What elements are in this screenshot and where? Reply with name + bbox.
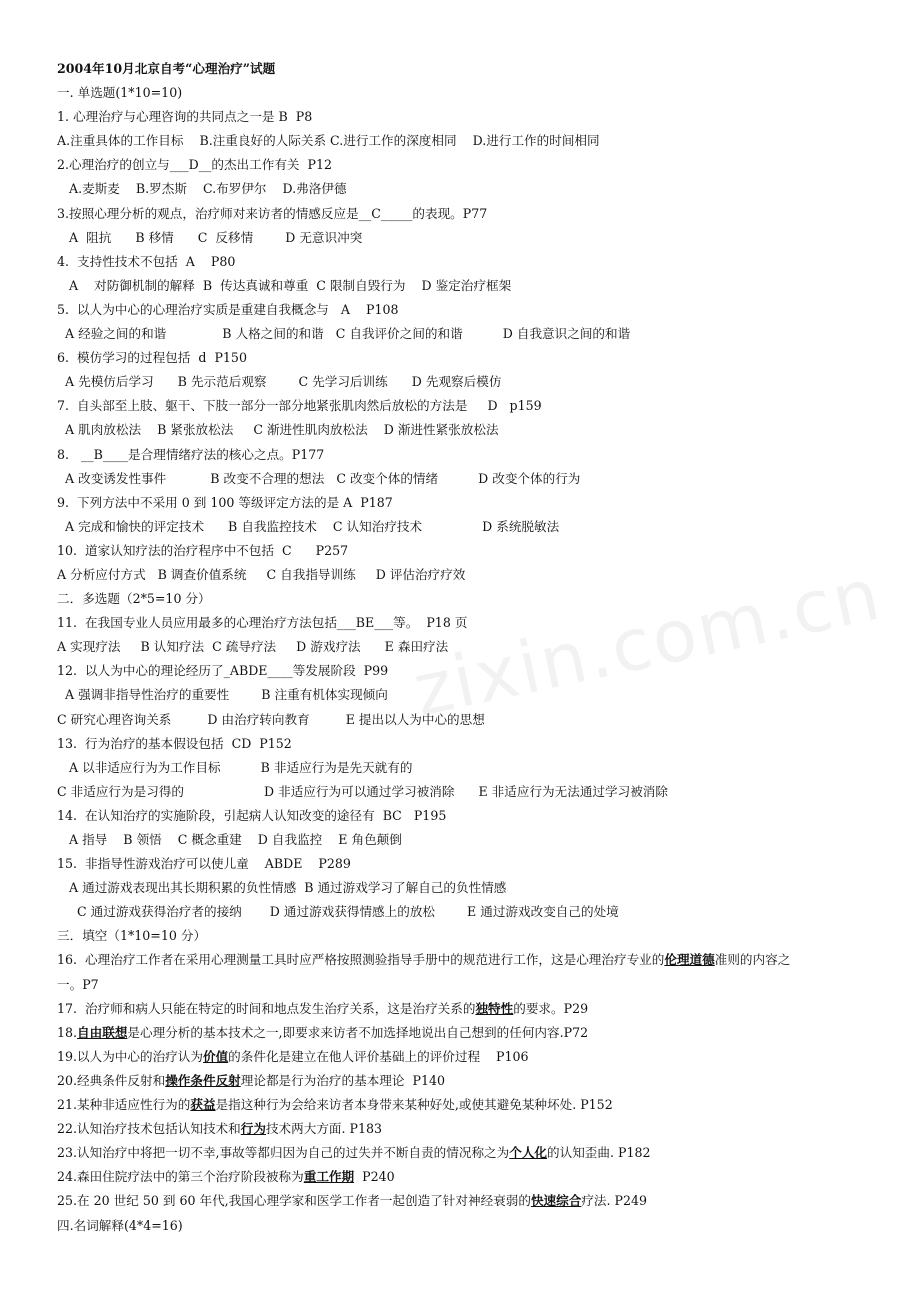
fill-in-answer: 价值 bbox=[202, 1048, 229, 1064]
text-line bbox=[57, 1021, 867, 1045]
line-text: 一. 单选题(1*10=10) bbox=[57, 85, 183, 101]
line-text: A 肌肉放松法 B 紧张放松法 C 渐进性肌肉放松法 D 渐进性紧张放松法 bbox=[57, 422, 499, 438]
line-text: 7. 自头部至上肢、躯干、下肢一部分一部分地紧张肌肉然后放松的方法是 D p159 bbox=[57, 398, 542, 414]
line-text: A 实现疗法 B 认知疗法 C 疏导疗法 D 游戏疗法 E 森田疗法 bbox=[57, 639, 449, 655]
line-text: 11. 在我国专业人员应用最多的心理治疗方法包括___BE___等。 P18 页 bbox=[57, 615, 468, 631]
fill-in-answer: 操作条件反射 bbox=[165, 1072, 241, 1088]
text-line bbox=[57, 539, 867, 563]
text-line bbox=[57, 780, 867, 804]
line-text: 8. __B____是合理情绪疗法的核心之点。P177 bbox=[57, 446, 325, 462]
line-text: A 对防御机制的解释 B 传达真诚和尊重 C 限制自毁行为 D 鉴定治疗框架 bbox=[57, 277, 512, 293]
fill-in-answer: 快速综合 bbox=[530, 1193, 582, 1209]
text-line bbox=[57, 1093, 867, 1117]
line-text: 16. 心理治疗工作者在采用心理测量工具时应严格按照测验指导手册中的规范进行工作，这是心理治疗专业的 bbox=[57, 952, 665, 968]
text-line bbox=[57, 491, 867, 515]
line-text: 的条件化是建立在他人评价基础上的评价过程 P106 bbox=[228, 1048, 529, 1064]
line-text: 4. 支持性技术不包括 A P80 bbox=[57, 253, 236, 269]
line-text: 9. 下列方法中不采用 0 到 100 等级评定方法的是 A P187 bbox=[57, 494, 393, 510]
fill-in-answer: 重工作期 bbox=[303, 1169, 355, 1185]
line-text: 23.认知治疗中将把一切不幸,事故等都归因为自己的过失并不断自责的情况称之为 bbox=[57, 1145, 510, 1161]
line-text: 10. 道家认知疗法的治疗程序中不包括 C P257 bbox=[57, 542, 349, 558]
text-line bbox=[57, 418, 867, 442]
line-text: 15. 非指导性游戏治疗可以使儿童 ABDE P289 bbox=[57, 856, 351, 872]
line-text: A 完成和愉快的评定技术 B 自我监控技术 C 认知治疗技术 D 系统脱敏法 bbox=[57, 518, 560, 534]
text-line bbox=[57, 659, 867, 683]
text-line bbox=[57, 635, 867, 659]
text-line bbox=[57, 105, 867, 129]
line-text: 的认知歪曲. P182 bbox=[547, 1145, 651, 1161]
text-line bbox=[57, 1214, 867, 1238]
line-text: 3.按照心理分析的观点，治疗师对来访者的情感反应是__C_____的表现。P77 bbox=[57, 205, 488, 221]
text-line bbox=[57, 997, 867, 1021]
text-line bbox=[57, 202, 867, 226]
text-line bbox=[57, 948, 867, 972]
line-text: 6. 模仿学习的过程包括 d P150 bbox=[57, 350, 247, 366]
text-line bbox=[57, 298, 867, 322]
text-line bbox=[57, 611, 867, 635]
fill-in-answer: 伦理道德 bbox=[664, 952, 715, 968]
exam-document bbox=[57, 57, 867, 1238]
line-text: A 分析应付方式 B 调查价值系统 C 自我指导训练 D 评估治疗疗效 bbox=[57, 566, 466, 582]
line-text: 1. 心理治疗与心理咨询的共同点之一是 B P8 bbox=[57, 109, 313, 125]
line-text: 疗法. P249 bbox=[581, 1193, 648, 1209]
text-line bbox=[57, 683, 867, 707]
line-text: 一。P7 bbox=[57, 976, 99, 992]
line-text: 20.经典条件反射和 bbox=[57, 1072, 166, 1088]
text-line bbox=[57, 250, 867, 274]
text-line bbox=[57, 1189, 867, 1213]
line-text: A 改变诱发性事件 B 改变不合理的想法 C 改变个体的情绪 D 改变个体的行为 bbox=[57, 470, 581, 486]
text-line bbox=[57, 1069, 867, 1093]
line-text: 理论都是行为治疗的基本理论 P140 bbox=[240, 1072, 445, 1088]
line-text: 是指这种行为会给来访者本身带来某种好处,或使其避免某种坏处. P152 bbox=[215, 1097, 613, 1113]
text-line bbox=[57, 924, 867, 948]
text-line bbox=[57, 515, 867, 539]
line-text: 5. 以人为中心的心理治疗实质是重建自我概念与 A P108 bbox=[57, 301, 399, 317]
watermark: zixin.com.cn bbox=[406, 551, 889, 733]
text-line bbox=[57, 274, 867, 298]
line-text: 技术两大方面. P183 bbox=[265, 1121, 383, 1137]
text-line bbox=[57, 587, 867, 611]
text-line bbox=[57, 804, 867, 828]
text-line bbox=[57, 852, 867, 876]
line-text: 2.心理治疗的创立与___D__的杰出工作有关 P12 bbox=[57, 157, 333, 173]
line-text: A 强调非指导性治疗的重要性 B 注重有机体实现倾向 bbox=[57, 687, 388, 703]
line-text: 25.在 20 世纪 50 到 60 年代,我国心理学家和医学工作者一起创造了针对神经衰弱的 bbox=[57, 1193, 531, 1209]
line-text: 准则的内容之 bbox=[714, 952, 791, 968]
text-line bbox=[57, 226, 867, 250]
text-line bbox=[57, 346, 867, 370]
fill-in-answer: 行为 bbox=[240, 1121, 266, 1137]
fill-in-answer: 独特性 bbox=[475, 1000, 514, 1016]
text-line bbox=[57, 828, 867, 852]
text-line bbox=[57, 322, 867, 346]
exam-body bbox=[57, 81, 867, 1238]
line-text: 24.森田住院疗法中的第三个治疗阶段被称为 bbox=[57, 1169, 304, 1185]
line-text: A 先模仿后学习 B 先示范后观察 C 先学习后训练 D 先观察后模仿 bbox=[57, 374, 502, 390]
text-line bbox=[57, 756, 867, 780]
line-text: A 指导 B 领悟 C 概念重建 D 自我监控 E 角色颠倒 bbox=[57, 832, 402, 847]
line-text: 17. 治疗师和病人只能在特定的时间和地点发生治疗关系，这是治疗关系的 bbox=[57, 1000, 476, 1016]
line-text: 21.某种非适应性行为的 bbox=[57, 1097, 191, 1113]
line-text: 二．多选题（2*5=10 分） bbox=[57, 591, 211, 607]
text-line bbox=[57, 1117, 867, 1141]
line-text: A.注重具体的工作目标 B.注重良好的人际关系 C.进行工作的深度相同 D.进行工作的时间相同 bbox=[57, 133, 600, 149]
text-line bbox=[57, 443, 867, 467]
text-line bbox=[57, 563, 867, 587]
line-text: C 研究心理咨询关系 D 由治疗转向教育 E 提出以人为中心的思想 bbox=[57, 711, 485, 727]
text-line bbox=[57, 1141, 867, 1165]
line-text: 14. 在认知治疗的实施阶段，引起病人认知改变的途径有 BC P195 bbox=[57, 807, 447, 823]
line-text: 18. bbox=[57, 1024, 78, 1040]
line-text: A 经验之间的和谐 B 人格之间的和谐 C 自我评价之间的和谐 D 自我意识之间的和谐 bbox=[57, 326, 631, 342]
line-text: C 通过游戏获得治疗者的接纳 D 通过游戏获得情感上的放松 E 通过游戏改变自己的处境 bbox=[57, 904, 619, 920]
fill-in-answer: 获益 bbox=[190, 1097, 216, 1113]
text-line bbox=[57, 1165, 867, 1189]
line-text: 的要求。P29 bbox=[513, 1000, 589, 1016]
line-text: 22.认知治疗技术包括认知技术和 bbox=[57, 1121, 241, 1137]
fill-in-answer: 个人化 bbox=[509, 1145, 548, 1161]
text-line bbox=[57, 177, 867, 201]
text-line bbox=[57, 129, 867, 153]
text-line bbox=[57, 467, 867, 491]
text-line bbox=[57, 1045, 867, 1069]
line-text: 12. 以人为中心的理论经历了_ABDE____等发展阶段 P99 bbox=[57, 663, 389, 679]
line-text: A 以非适应行为为工作目标 B 非适应行为是先天就有的 bbox=[57, 759, 413, 775]
line-text: 三．填空（1*10=10 分） bbox=[57, 928, 207, 944]
line-text: P240 bbox=[354, 1169, 395, 1185]
line-text: 19.以人为中心的治疗认为 bbox=[57, 1048, 203, 1064]
line-text: C 非适应行为是习得的 D 非适应行为可以通过学习被消除 E 非适应行为无法通过学习被消除 bbox=[57, 783, 668, 799]
text-line bbox=[57, 900, 867, 924]
text-line bbox=[57, 153, 867, 177]
text-line bbox=[57, 708, 867, 732]
line-text: A 通过游戏表现出其长期积累的负性情感 B 通过游戏学习了解自己的负性情感 bbox=[57, 880, 507, 896]
text-line bbox=[57, 876, 867, 900]
line-text: A.麦斯麦 B.罗杰斯 C.布罗伊尔 D.弗洛伊德 bbox=[57, 181, 347, 197]
exam-title: 2004年10月北京自考“心理治疗”试题 bbox=[57, 61, 276, 76]
line-text: 13. 行为治疗的基本假设包括 CD P152 bbox=[57, 735, 292, 751]
text-line bbox=[57, 81, 867, 105]
text-line bbox=[57, 370, 867, 394]
line-text: A 阻抗 B 移情 C 反移情 D 无意识冲突 bbox=[57, 229, 363, 245]
fill-in-answer: 自由联想 bbox=[77, 1024, 128, 1040]
text-line bbox=[57, 394, 867, 418]
text-line bbox=[57, 732, 867, 756]
text-line bbox=[57, 973, 867, 997]
line-text: 四.名词解释(4*4=16) bbox=[57, 1217, 183, 1233]
line-text: 是心理分析的基本技术之一,即要求来访者不加选择地说出自己想到的任何内容.P72 bbox=[127, 1024, 589, 1040]
